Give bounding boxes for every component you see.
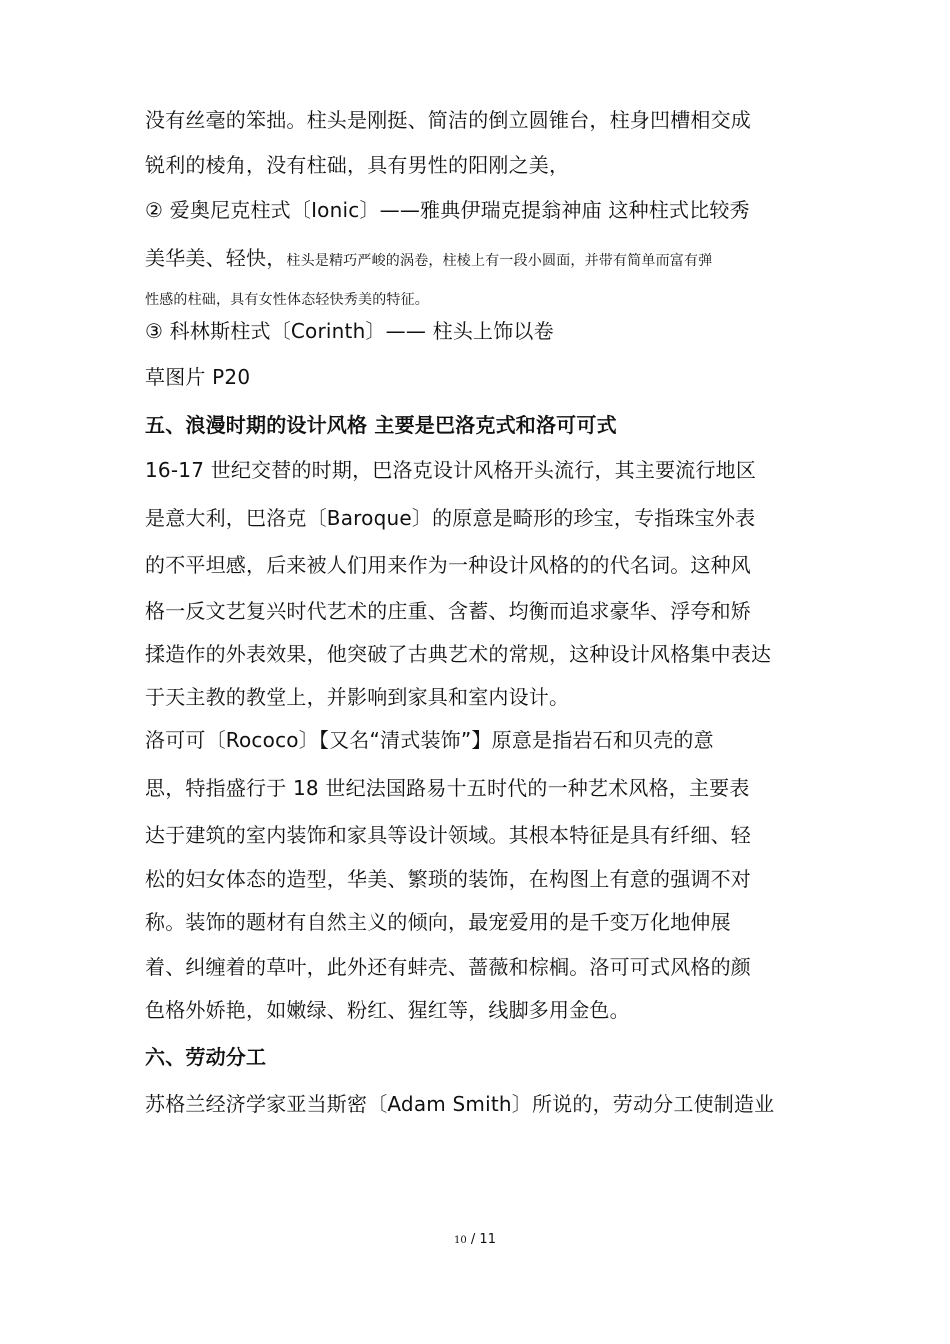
page-number [0, 1232, 950, 1247]
text-line: 锐利的棱角，没有柱础，具有男性的阳刚之美， [145, 153, 570, 177]
text-line: 格一反文艺复兴时代艺术的庄重、含蓄、均衡而追求豪华、浮夸和矫 [145, 599, 751, 623]
text-line: 16-17 世纪交替的时期，巴洛克设计风格开头流行，其主要流行地区 [145, 458, 757, 482]
text-line: 洛可可〔Rococo〕【又名“清式装饰”】原意是指岩石和贝壳的意 [145, 728, 714, 752]
text-line: ③ 科林斯柱式〔Corinth〕—— 柱头上饰以卷 [145, 319, 554, 343]
section-heading: 六、劳动分工 [145, 1045, 267, 1069]
text-line: ② 爱奥尼克柱式〔Ionic〕——雅典伊瑞克提翁神庙 这种柱式比较秀 [145, 198, 750, 222]
text-line: 是意大利，巴洛克〔Baroque〕的原意是畸形的珍宝，专指珠宝外表 [145, 506, 756, 530]
text-line: 着、纠缠着的草叶，此外还有蚌壳、蔷薇和棕榈。洛可可式风格的颜 [145, 955, 751, 979]
text-line: 达于建筑的室内装饰和家具等设计领域。其根本特征是具有纤细、轻 [145, 823, 751, 847]
text-line-mixed [145, 245, 712, 274]
text-line: 苏格兰经济学家亚当斯密〔Adam Smith〕所说的，劳动分工使制造业 [145, 1092, 775, 1116]
text-line: 没有丝毫的笨拙。柱头是刚挺、简洁的倒立圆锥台，柱身凹槽相交成 [145, 108, 751, 132]
text-line: 称。装饰的题材有自然主义的倾向，最宠爱用的是千变万化地伸展 [145, 910, 731, 934]
text-segment: 美华美、轻快， [145, 246, 287, 270]
total-pages: 11 [479, 1232, 496, 1247]
section-heading: 五、浪漫时期的设计风格 主要是巴洛克式和洛可可式 [145, 413, 617, 437]
current-page-number: 10 [454, 1235, 467, 1246]
page-separator: / [466, 1232, 480, 1247]
text-line: 思，特指盛行于 18 世纪法国路易十五时代的一种艺术风格，主要表 [145, 776, 750, 800]
text-line: 松的妇女体态的造型，华美、繁琐的装饰，在构图上有意的强调不对 [145, 867, 751, 891]
text-line: 草图片 P20 [145, 365, 251, 389]
small-text-segment: 柱头是精巧严峻的涡卷，柱棱上有一段小圆面，并带有简单而富有弹 [286, 253, 713, 269]
text-line: 色格外娇艳，如嫩绿、粉红、猩红等，线脚多用金色。 [145, 998, 630, 1022]
small-text-line: 性感的柱础，具有女性体态轻快秀美的特征。 [145, 292, 429, 308]
text-line: 的不平坦感，后来被人们用来作为一种设计风格的的代名词。这种风 [145, 553, 751, 577]
text-line: 于天主教的教堂上，并影响到家具和室内设计。 [145, 685, 570, 709]
text-line: 揉造作的外表效果，他突破了古典艺术的常规，这种设计风格集中表达 [145, 642, 772, 666]
